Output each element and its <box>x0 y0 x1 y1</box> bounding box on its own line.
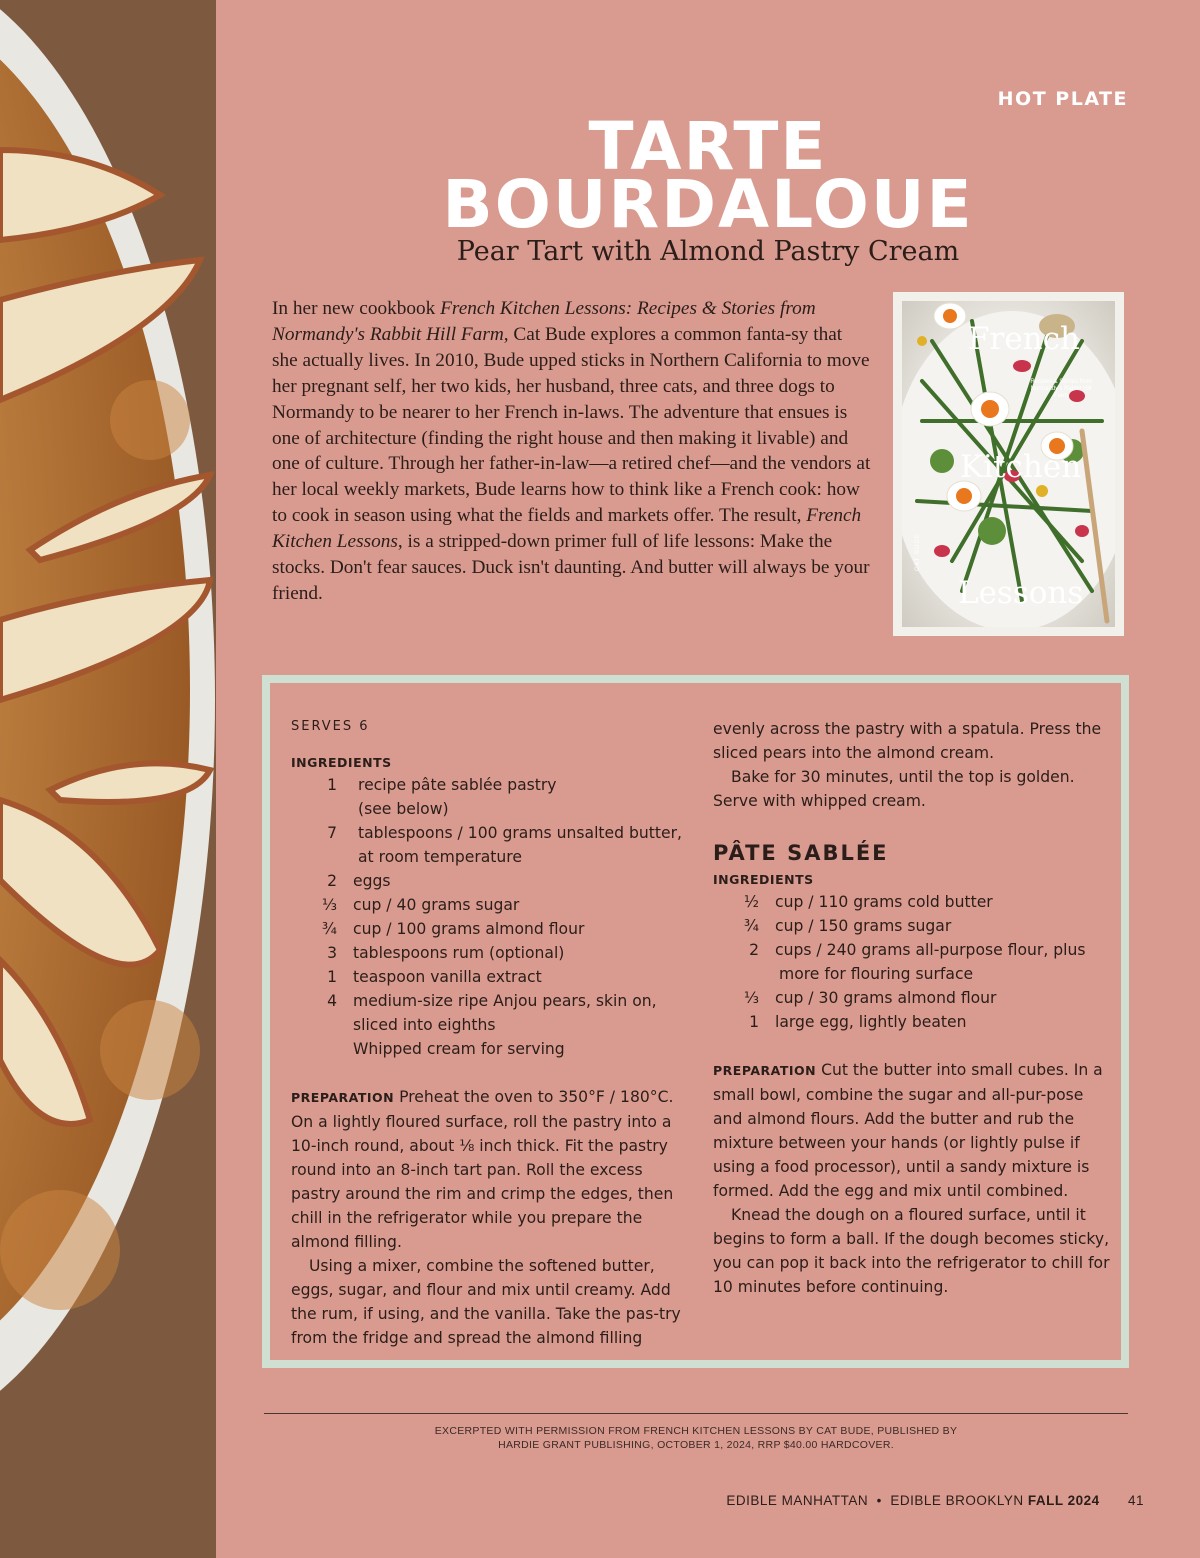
prep-step-1: Preheat the oven to 350°F / 180°C. On a lightly floured surface, roll the pastry into a 10-inch round, about ⅛ inch thick. Fit the pastry round into an 8-inch tart pan. Roll the excess pastry around the rim and crimp the edges, then chill in the refrigerator while you prepare the almond filling. <box>291 1088 674 1251</box>
ingredient-qty: 1 <box>327 968 337 986</box>
issue-label: FALL 2024 <box>1027 1493 1100 1508</box>
ingredients-list <box>291 773 683 1061</box>
ingredient-qty: 3 <box>327 944 337 962</box>
ingredient-row <box>713 890 1113 914</box>
ingredient-text: at room temperature <box>358 848 522 866</box>
article-subtitle: Pear Tart with Almond Pastry Cream <box>456 236 960 267</box>
ingredient-row <box>713 914 1113 938</box>
ingredient-row <box>291 869 683 893</box>
ingredient-row <box>291 893 683 917</box>
ingredient-text: cups / 240 grams all-purpose flour, plus <box>775 941 1086 959</box>
ingredient-row <box>291 941 683 965</box>
book-cover-word2: Kitchen <box>960 449 1082 485</box>
pate-sablee-heading: PÂTE SABLÉE <box>713 841 889 865</box>
footer-divider <box>264 1413 1128 1414</box>
book-cover-art <box>902 301 1115 627</box>
ingredient-row <box>713 986 1113 1010</box>
article-title-line2: BOURDALOUE <box>442 166 974 243</box>
intro-paragraph <box>272 296 872 607</box>
article-title-line1: TARTE <box>588 108 828 185</box>
article-page <box>216 0 1200 1558</box>
preparation-label: PREPARATION <box>291 1090 395 1105</box>
ingredient-text: cup / 100 grams almond flour <box>353 920 585 938</box>
ingredient-text: medium-size ripe Anjou pears, skin on, <box>353 992 657 1010</box>
ingredient-qty: 4 <box>327 992 337 1010</box>
ingredient-qty: ½ <box>743 893 759 911</box>
ingredient-text: cup / 110 grams cold butter <box>775 893 993 911</box>
section-kicker: HOT PLATE <box>997 88 1128 110</box>
recipe-box <box>262 675 1129 1368</box>
ingredient-text: recipe pâte sablée pastry <box>358 776 557 794</box>
pate-ingredients-list <box>713 890 1113 1034</box>
preparation-text <box>291 1085 683 1350</box>
intro-text-a: In her new cookbook <box>272 298 441 319</box>
excerpt-credit <box>216 1424 1176 1452</box>
ingredient-row <box>291 917 683 941</box>
ingredient-text: teaspoon vanilla extract <box>353 968 542 986</box>
prep-step-4: Bake for 30 minutes, until the top is golden. Serve with whipped cream. <box>713 768 1075 810</box>
publication-names: EDIBLE MANHATTAN • EDIBLE BROOKLYN <box>726 1493 1024 1508</box>
ingredient-qty: ⅓ <box>321 896 337 914</box>
intro-text-c: , is a stripped-down primer full of life lessons: Make the stocks. Don't fear sauces. Duck isn't daunting. And butter will always be your friend. <box>272 531 870 604</box>
book-cover-author: CAT BUDE <box>915 533 921 571</box>
ingredient-qty: ⅓ <box>743 989 759 1007</box>
pate-prep-step-2: Knead the dough on a floured surface, until it begins to form a ball. If the dough becomes sticky, you can pop it back into the refrigerator to chill for 10 minutes before continuing. <box>713 1206 1110 1296</box>
ingredient-text: large egg, lightly beaten <box>775 1013 967 1031</box>
ingredient-text: tablespoons / 100 grams unsalted butter, <box>358 824 682 842</box>
ingredient-qty: 2 <box>749 941 759 959</box>
ingredient-row <box>291 797 683 821</box>
ingredient-row <box>291 773 683 797</box>
ingredient-text: cup / 40 grams sugar <box>353 896 520 914</box>
book-cover-word1: French <box>968 321 1080 357</box>
pate-ingredients-label: INGREDIENTS <box>713 872 814 887</box>
intro-book-title-b: French Kitchen Lessons <box>272 505 862 553</box>
ingredient-text: sliced into eighths <box>353 1016 496 1034</box>
ingredient-text: tablespoons rum (optional) <box>353 944 565 962</box>
pate-preparation-text <box>713 1058 1113 1299</box>
ingredient-text: more for flouring surface <box>779 965 974 983</box>
preparation-continued <box>713 717 1113 813</box>
book-cover <box>893 292 1124 636</box>
book-cover-word3: Lessons <box>958 575 1084 611</box>
ingredient-text: eggs <box>353 872 391 890</box>
serves-label: SERVES 6 <box>291 719 370 734</box>
ingredient-text: cup / 30 grams almond flour <box>775 989 997 1007</box>
ingredient-qty: 1 <box>749 1013 759 1031</box>
ingredient-text: cup / 150 grams sugar <box>775 917 952 935</box>
intro-book-title-a: French Kitchen Lessons: Recipes & Stories from Normandy's Rabbit Hill Farm <box>272 298 816 345</box>
ingredient-qty: ¾ <box>321 920 337 938</box>
pate-prep-step-1: Cut the butter into small cubes. In a small bowl, combine the sugar and all-pur-pose and almond flours. Add the butter and rub the mixture between your hands (or lightly pulse if using a food processor), until a sandy mixture is formed. Add the egg and mix until combined. <box>713 1061 1103 1200</box>
ingredient-text: Whipped cream for serving <box>353 1040 565 1058</box>
ingredient-row <box>713 962 1113 986</box>
ingredient-row <box>291 1037 683 1061</box>
ingredient-row <box>713 1010 1113 1034</box>
credit-line-1: EXCERPTED WITH PERMISSION FROM FRENCH KITCHEN LESSONS BY CAT BUDE, PUBLISHED BY <box>434 1425 958 1437</box>
ingredient-qty: ¾ <box>743 917 759 935</box>
ingredient-row <box>291 989 683 1013</box>
page-number: 41 <box>1127 1493 1144 1508</box>
page-footer <box>726 1493 1144 1508</box>
ingredients-label: INGREDIENTS <box>291 755 392 770</box>
tart-illustration <box>0 0 216 1558</box>
ingredient-row <box>291 821 683 845</box>
ingredient-qty: 7 <box>327 824 337 842</box>
ingredient-row <box>713 938 1113 962</box>
ingredient-row <box>291 845 683 869</box>
ingredient-row <box>291 965 683 989</box>
ingredient-text: (see below) <box>358 800 449 818</box>
book-cover-blurb: Recipes & Stories from Normandy's Rabbit Hill Farm <box>1030 379 1092 399</box>
credit-line-2: HARDIE GRANT PUBLISHING, OCTOBER 1, 2024, RRP $40.00 HARDCOVER. <box>498 1439 894 1451</box>
ingredient-qty: 1 <box>327 776 337 794</box>
prep-step-3: evenly across the pastry with a spatula. Press the sliced pears into the almond cream. <box>713 720 1102 762</box>
tart-photo <box>0 0 216 1558</box>
prep-step-2: Using a mixer, combine the softened butter, eggs, sugar, and flour and mix until creamy. Add the rum, if using, and the vanilla. Take the pas-try from the fridge and spread the almond filling <box>291 1257 681 1347</box>
pate-preparation-label: PREPARATION <box>713 1063 817 1078</box>
ingredient-qty: 2 <box>327 872 337 890</box>
intro-text-b: , Cat Bude explores a common fanta-sy that she actually lives. In 2010, Bude upped sticks in Northern California to move her pregnant self, her two kids, her husband, three cats, and three dogs to Normandy to be nearer to her French in-laws. The adventure that ensues is one of architecture (finding the right house and then making it livable) and one of culture. Through her father-in-law—a retired chef—and the vendors at her local weekly markets, Bude learns how to think like a French cook: how to cook in season using what the fields and markets offer. The result, <box>272 323 871 527</box>
ingredient-row <box>291 1013 683 1037</box>
